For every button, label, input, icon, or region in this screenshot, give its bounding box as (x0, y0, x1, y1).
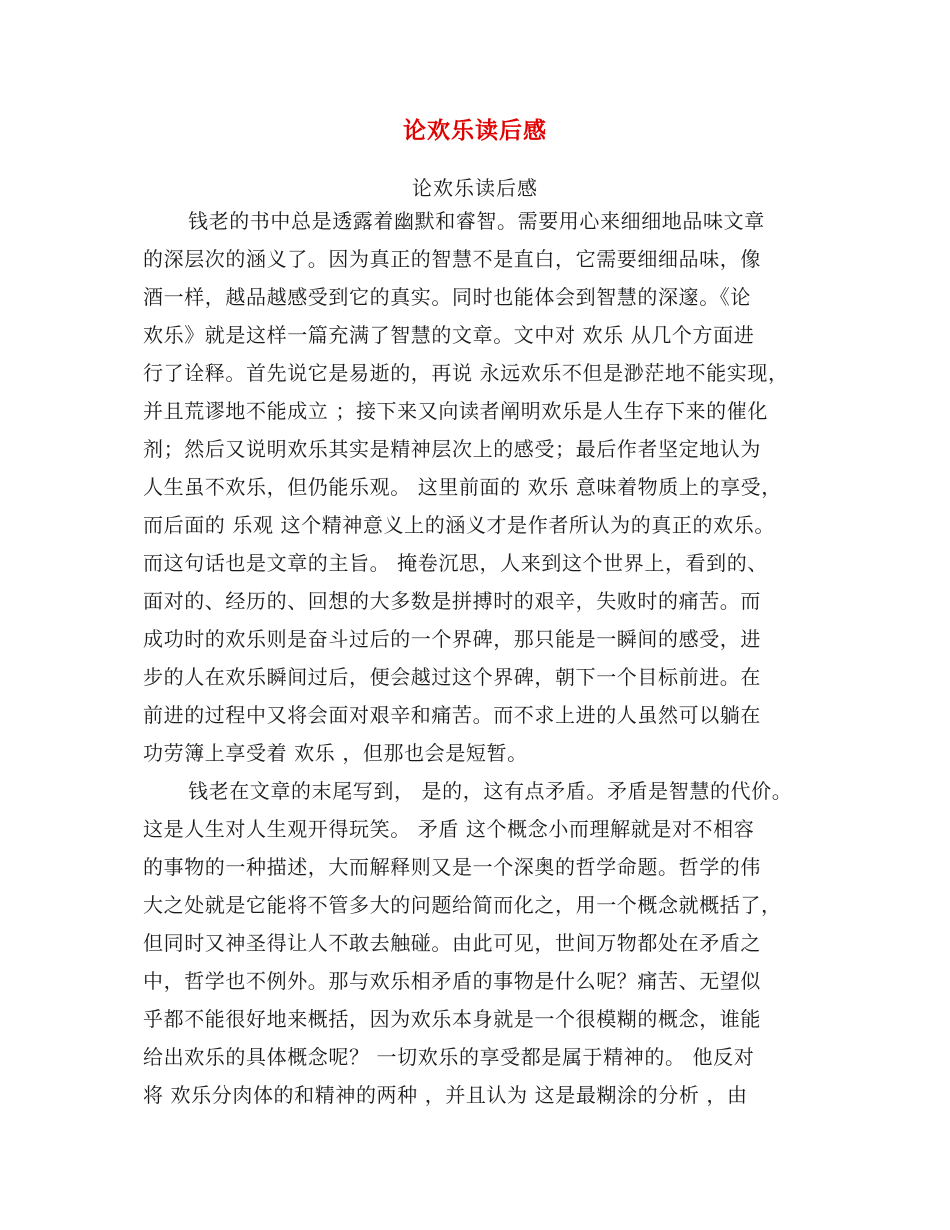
document-body (143, 202, 833, 1114)
paragraph-line: 行了诠释。首先说它是易逝的，再说 永远欢乐不但是渺茫地不能实现， (143, 361, 789, 385)
paragraph-line: 并且荒谬地不能成立 ；接下来又向读者阐明欢乐是人生存下来的催化 (143, 399, 768, 423)
paragraph-line: 成功时的欢乐则是奋斗过后的一个界碑，那只能是一瞬间的感受，进 (143, 627, 761, 651)
paragraph-line: 剂；然后又说明欢乐其实是精神层次上的感受；最后作者坚定地认为 (143, 437, 761, 461)
paragraph-line: 钱老在文章的末尾写到， 是的，这有点矛盾。矛盾是智慧的代价。 (188, 779, 793, 803)
paragraph-line: 的深层次的涵义了。因为真正的智慧不是直白，它需要细细品味，像 (143, 247, 761, 271)
paragraph-line: 的事物的一种描述，大而解释则又是一个深奥的哲学命题。哲学的伟 (143, 855, 761, 879)
paragraph-line: 而这句话也是文章的主旨。 掩卷沉思，人来到这个世界上，看到的、 (143, 551, 768, 575)
paragraph-line: 将 欢乐分肉体的和精神的两种 ，并且认为 这是最糊涂的分析 ，由 (143, 1083, 748, 1107)
paragraph-line: 中，哲学也不例外。那与欢乐相矛盾的事物是什么呢？痛苦、无望似 (143, 969, 761, 993)
paragraph-line: 钱老的书中总是透露着幽默和睿智。需要用心来细细地品味文章 (188, 209, 765, 233)
document-title: 论欢乐读后感 (403, 118, 547, 144)
paragraph-line: 给出欢乐的具体概念呢？ 一切欢乐的享受都是属于精神的。 他反对 (143, 1045, 755, 1069)
paragraph-line: 功劳簿上享受着 欢乐 ，但那也会是短暂。 (143, 741, 528, 765)
paragraph-line: 而后面的 乐观 这个精神意义上的涵义才是作者所认为的真正的欢乐。 (143, 513, 775, 537)
document-subtitle: 论欢乐读后感 (412, 176, 538, 200)
paragraph-line: 这是人生对人生观开得玩笑。 矛盾 这个概念小而理解就是对不相容 (143, 817, 755, 841)
paragraph-line: 步的人在欢乐瞬间过后，便会越过这个界碑，朝下一个目标前进。在 (143, 665, 761, 689)
paragraph-line: 乎都不能很好地来概括，因为欢乐本身就是一个很模糊的概念，谁能 (143, 1007, 761, 1031)
paragraph-line: 欢乐》就是这样一篇充满了智慧的文章。文中对 欢乐 从几个方面进 (143, 323, 755, 347)
paragraph-line: 前进的过程中又将会面对艰辛和痛苦。而不求上进的人虽然可以躺在 (143, 703, 761, 727)
paragraph-line: 但同时又神圣得让人不敢去触碰。由此可见，世间万物都处在矛盾之 (143, 931, 761, 955)
paragraph-line: 大之处就是它能将不管多大的问题给简而化之，用一个概念就概括了， (143, 893, 782, 917)
paragraph-line: 人生虽不欢乐，但仍能乐观。 这里前面的 欢乐 意味着物质上的享受， (143, 475, 782, 499)
paragraph-line: 面对的、经历的、回想的大多数是拼搏时的艰辛，失败时的痛苦。而 (143, 589, 761, 613)
paragraph-line: 酒一样，越品越感受到它的真实。同时也能体会到智慧的深邃。《论 (143, 285, 751, 309)
